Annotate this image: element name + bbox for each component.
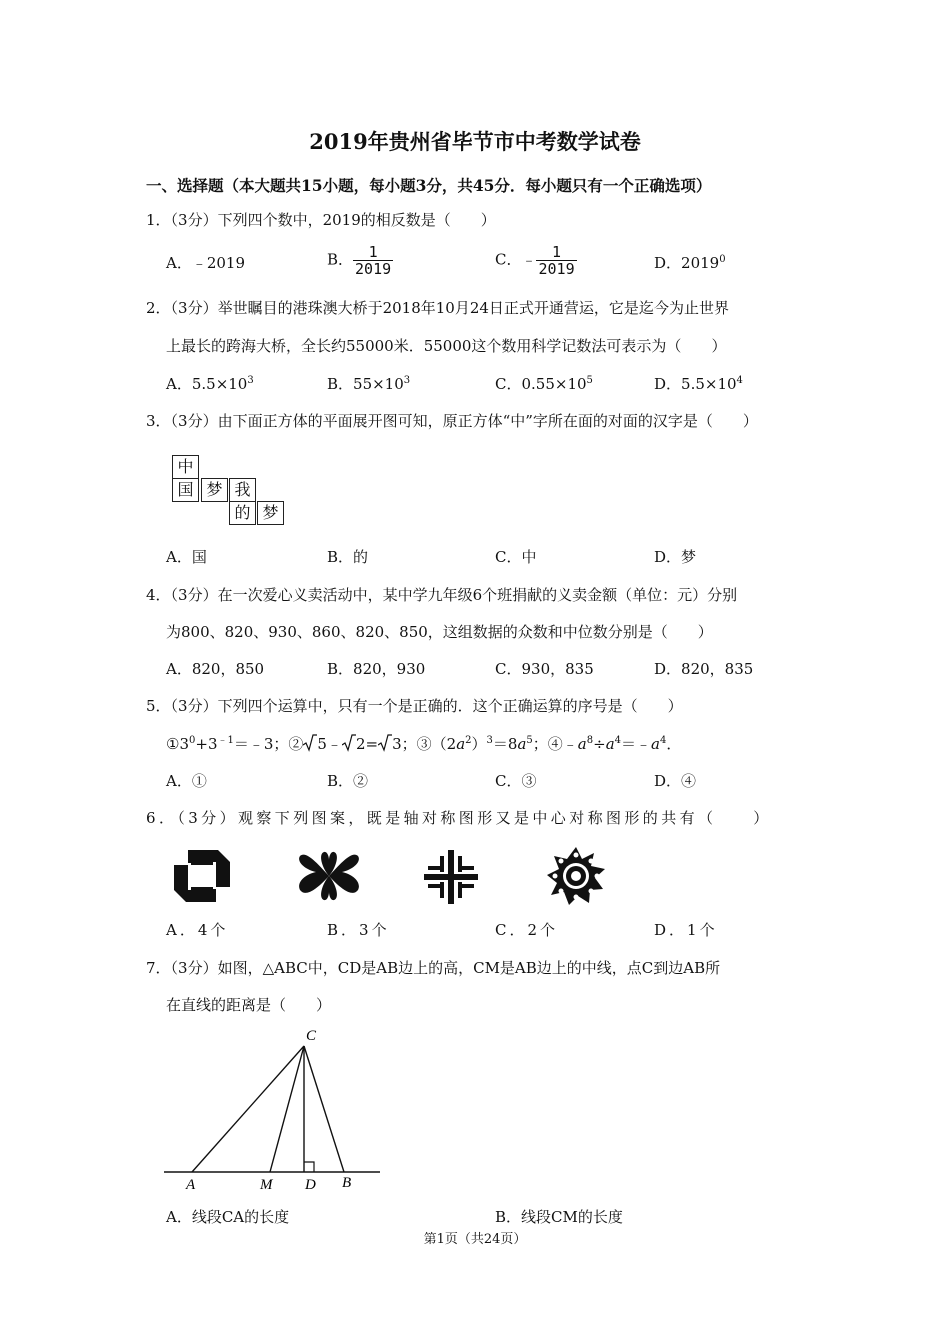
q1-option-c-fraction (536, 244, 576, 277)
pattern-2-icon (296, 848, 362, 904)
q5-option-d: D．④ (654, 772, 697, 790)
q3-option-a: A．国 (166, 548, 207, 566)
triangle-figure (160, 1022, 390, 1197)
q6-option-a: A．4个 (166, 921, 229, 939)
q1-d-exponent: 0 (719, 254, 726, 265)
q5-option-b: B．② (327, 772, 369, 790)
right-angle-mark (304, 1162, 314, 1172)
q1-option-b-prefix: B． (327, 250, 354, 269)
label-m: M (260, 1177, 273, 1193)
q7-option-b: B．线段CM的长度 (495, 1208, 623, 1226)
cube-net-figure (172, 455, 287, 530)
net-cell-zhong: 中 (172, 455, 199, 479)
q4-option-b: B．820，930 (327, 660, 426, 678)
question-7-line-2: 在直线的距离是（ ） (166, 996, 332, 1014)
question-2-line-1: 2．（3分）举世瞩目的港珠澳大桥于2018年10月24日正式开通营运，它是迄今为止世界 (146, 299, 729, 317)
question-1-stem: 1．（3分）下列四个数中，2019的相反数是（ ） (146, 211, 496, 229)
q2-b-base: B．55×10 (327, 375, 404, 393)
section-heading: 一、选择题（本大题共15小题，每小题3分，共45分．每小题只有一个正确选项） (146, 176, 712, 195)
q4-option-d: D．820，835 (654, 660, 754, 678)
q2-c-base: C．0.55×10 (495, 375, 587, 393)
q3-option-c: C．中 (495, 548, 537, 566)
q1-c-numerator: 1 (536, 244, 576, 261)
pattern-1-icon (172, 848, 232, 904)
q2-option-d (654, 374, 743, 394)
q6-option-b: B．3个 (327, 921, 390, 939)
q5-expressions: $①3^0+3^{﹣1}=﹣3$；② 5﹣ 2= 3；$③(2a^2)^3=8a^5$；$④﹣a^8\div a^4=﹣a^4$． (166, 735, 682, 753)
q2-c-exponent: 5 (586, 375, 593, 386)
question-3-stem: 3．（3分）由下面正方体的平面展开图可知，原正方体“中”字所在面的对面的汉字是（ ） (146, 412, 758, 430)
pattern-3-icon (422, 848, 480, 906)
pattern-4-icon (545, 845, 607, 907)
question-2-line-2: 上最长的跨海大桥，全长约55000米．55000这个数用科学记数法可表示为（ ） (166, 337, 727, 355)
q2-a-exponent: 3 (247, 375, 254, 386)
q4-option-c: C．930，835 (495, 660, 594, 678)
page-footer: 第1页（共24页） (423, 1232, 527, 1247)
q2-option-a (166, 374, 254, 394)
q2-d-exponent: 4 (736, 375, 743, 386)
question-4-line-1: 4．（3分）在一次爱心义卖活动中，某中学九年级6个班捐献的义卖金额（单位：元）分别 (146, 586, 738, 604)
net-cell-de: 的 (229, 501, 256, 525)
q7-option-a: A．线段CA的长度 (166, 1208, 290, 1226)
q1-option-d (654, 253, 726, 273)
q2-option-c (495, 374, 593, 394)
net-cell-meng-2: 梦 (257, 501, 284, 525)
page-title: 2019年贵州省毕节市中考数学试卷 (309, 129, 641, 154)
question-4-line-2: 为800、820、930、860、820、850，这组数据的众数和中位数分别是（ ） (166, 623, 713, 641)
segment-cb (304, 1046, 344, 1172)
q6-option-d: D．1个 (654, 921, 718, 939)
q2-option-b (327, 374, 410, 394)
q5-option-a: A．① (166, 772, 207, 790)
q2-d-base: D．5.5×10 (654, 375, 737, 393)
label-c: C (306, 1028, 317, 1044)
q1-option-b-fraction (353, 244, 393, 277)
q1-option-b (327, 244, 393, 277)
q1-option-c (495, 244, 577, 277)
q1-c-denominator: 2019 (538, 260, 575, 278)
question-6-stem: 6．（3分）观察下列图案，既是轴对称图形又是中心对称图形的共有（ ） (146, 809, 772, 827)
q3-option-d: D．梦 (654, 548, 697, 566)
q2-a-base: A．5.5×10 (166, 375, 248, 393)
q1-d-base: D．2019 (654, 254, 720, 272)
q1-b-numerator: 1 (353, 244, 393, 261)
net-cell-guo: 国 (172, 478, 199, 502)
label-a: A (186, 1177, 196, 1193)
q6-option-c: C．2个 (495, 921, 559, 939)
net-cell-meng-1: 梦 (201, 478, 228, 502)
q5-option-c: C．③ (495, 772, 537, 790)
q3-option-b: B．的 (327, 548, 369, 566)
q1-option-a: A．﹣2019 (166, 254, 246, 272)
question-7-line-1: 7．（3分）如图，△ABC中，CD是AB边上的高，CM是AB边上的中线，点C到边AB所 (146, 959, 721, 977)
q2-b-exponent: 3 (403, 375, 411, 386)
label-b: B (342, 1175, 352, 1191)
question-5-stem: 5．（3分）下列四个运算中，只有一个是正确的．这个正确运算的序号是（ ） (146, 697, 683, 715)
q4-option-a: A．820，850 (166, 660, 265, 678)
q1-b-denominator: 2019 (355, 260, 392, 278)
label-d: D (305, 1177, 316, 1193)
net-cell-wo: 我 (229, 478, 256, 502)
q1-option-c-prefix: C．﹣ (495, 250, 537, 269)
